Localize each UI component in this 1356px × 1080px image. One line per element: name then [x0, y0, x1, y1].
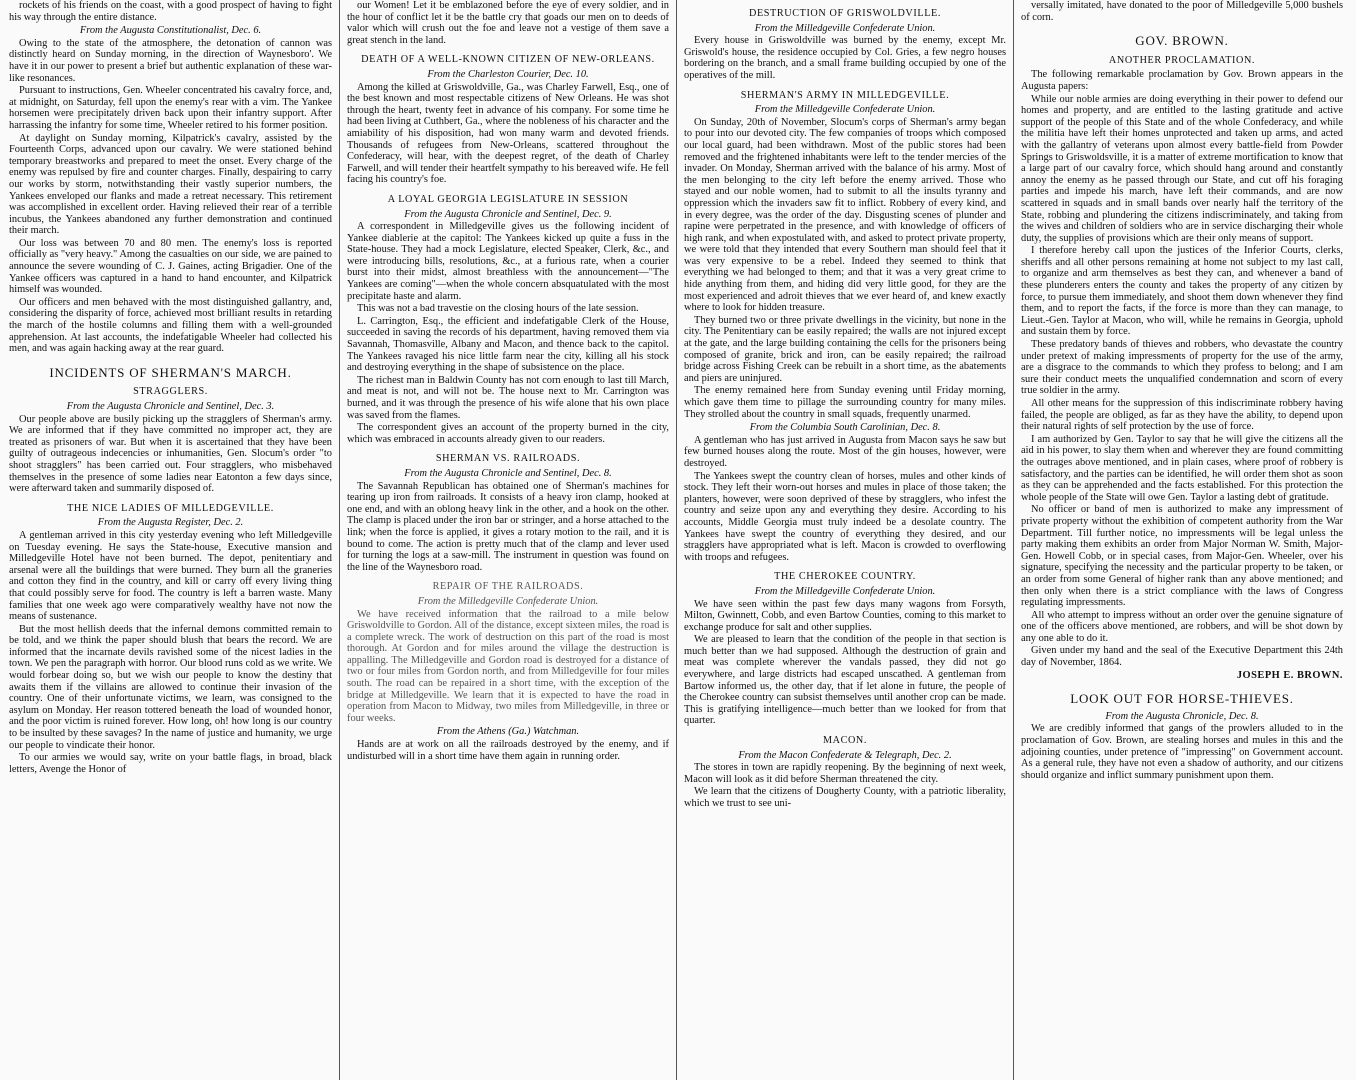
paragraph: A gentleman who has just arrived in Augusta from Macon says he saw but few burned houses along the route. Most of the gin houses, however, were destroyed.: [684, 434, 1006, 469]
paragraph: our Women! Let it be emblazoned before the eye of every soldier, and in the hour of conflict let it be the battle cry that goads our men on to deeds of valor which will crush out the foe and leave not a vestige of them save a great stench in the land.: [347, 0, 669, 46]
paragraph: The following remarkable proclamation by Gov. Brown appears in the Augusta papers:: [1021, 69, 1343, 92]
paragraph: Our loss was between 70 and 80 men. The enemy's loss is reported officially as "very heavy." Among the casualties on our side, we are pained to announce the severe wounding of C. J. Gaines, acting Brigadier. One of the Yankee officers was captured in a hand to hand encounter, and Kilpatrick himself was wounded.: [9, 237, 332, 296]
section-headline: DEATH OF A WELL-KNOWN CITIZEN OF NEW-ORLEANS.: [361, 54, 655, 66]
source-dateline: From the Milledgeville Confederate Union.: [417, 595, 599, 607]
paragraph: I therefore hereby call upon the justices of the Inferior Courts, clerks, sheriffs and all other persons remaining at home not subject to my last call, to organize and arm themselves as best they can, and whenever a band of these plunderers enters the county and takes the property of any citizen by force, to pursue them immediately, and shoot them down whenever they find them, and to report the facts, if the force is more than they can manage, to Lieut.-Gen. Taylor at Macon, who will, while he remains in Georgia, uphold and sustain them by force.: [1021, 245, 1343, 338]
paragraph: These predatory bands of thieves and robbers, who devastate the country under pretext of making impressments of property for the use of the army, are a disgrace to the commands to which they profess to belong; and I am sure their conduct meets the unqualified condemnation and scorn of every true soldier in the army.: [1021, 339, 1343, 397]
paragraph: This was not a bad travestie on the closing hours of the late session.: [357, 303, 639, 315]
paragraph: Our officers and men behaved with the most distinguished gallantry, and, considering the disparity of force, achieved most brilliant results in retarding the march of the hostile columns and filling them with a well-grounded apprehension. At last accounts, the indefatigable Wheeler had collected his men, and was again hacking away at the rear guard.: [9, 296, 332, 355]
source-dateline: From the Augusta Register, Dec. 2.: [97, 517, 244, 529]
section-headline: STRAGGLERS.: [133, 386, 208, 398]
paragraph: The Yankees swept the country clean of horses, mules and other kinds of stock. They left their worn-out horses and mules in place of those taken; the planters, however, were soon deprived of these by stragglers, who infest the country and seize upon any and everything they desire. According to his accounts, Middle Georgia must truly indeed be a desolate country. The Yankees have swept the country of everything they desired, and our stragglers have appropriated what is left. Macon is crowded to overflowing with troops and refugees.: [684, 470, 1006, 563]
source-dateline: From the Columbia South Carolinian, Dec. 8.: [749, 422, 941, 434]
paragraph: Pursuant to instructions, Gen. Wheeler concentrated his cavalry force, and, at midnight, on Saturday, fell upon the enemy's rear with a vim. The Yankee horsemen were precipitately driven back upon their infantry support. After harrassing the infantry for some time, Wheeler retired to his former position.: [9, 85, 332, 131]
paragraph: rockets of his friends on the coast, with a good prospect of having to fight his way through the entire distance.: [9, 0, 332, 23]
paragraph: The correspondent gives an account of the property burned in the city, which was embraced in accounts already given to our readers.: [347, 422, 669, 445]
paragraph: We have seen within the past few days many wagons from Forsyth, Milton, Gwinnett, Cobb, and even Bartow Counties, coming to this market to exchange produce for salt and other supplies.: [684, 598, 1006, 633]
section-headline: SHERMAN'S ARMY IN MILLEDGEVILLE.: [740, 89, 950, 101]
main-headline: GOV. BROWN.: [1135, 33, 1229, 49]
source-dateline: From the Augusta Constitutionalist, Dec. 6.: [79, 25, 262, 37]
paragraph: The Savannah Republican has obtained one of Sherman's machines for tearing up iron from railroads. It consists of a heavy iron clamp, hooked at one end, and with an oblong heavy link in the other, and a hook on the other. The clamp is placed under the iron bar or stringer, and a horse attached to the link; when the force is applied, it gives a rotary motion to the rail, and it is bound to come. The action is pretty much that of the clamp and lever used for turning the logs at a saw-mill. The instrument in question was found on the line of the Waynesboro road.: [347, 480, 669, 573]
paragraph: No officer or band of men is authorized to make any impressment of private property without the exhibition of competent authority from the War Department. Till further notice, no impressments will be legal unless the party making them exhibits an order from Major Norman W. Smith, Major-Gen. Howell Cobb, or in special cases, from Major-Gen. Wheeler, over his signature, specifying the necessity and the particular property to be taken, or an order from some General of higher rank than any above mentioned; and then only when there is a strict compliance with the laws of Congress regulating impressments.: [1021, 504, 1343, 609]
paragraph: A correspondent in Milledgeville gives us the following incident of Yankee diablerie at the capitol: The Yankees kicked up quite a fuss in the State-house. They had a mock Legislature, elected Speaker, Clerk, &c., and were introducing bills, resolutions, &c., at a furious rate, when a courier burst into their midst, almost breathless with the announcement—"The Yankees are coming"—when the whole concern absquatulated with the most precipitate haste and alarm.: [347, 221, 669, 302]
paragraph: The stores in town are rapidly reopening. By the beginning of next week, Macon will look as it did before Sherman threatened the city.: [684, 762, 1006, 785]
paragraph: On Sunday, 20th of November, Slocum's corps of Sherman's army began to pour into our devoted city. The few companies of troops which composed our local guard, had been withdrawn. Most of the public stores had been removed and the frightened inhabitants were left to the tender mercies of the invader. On Monday, Sherman arrived with the balance of his army. Most of the men belonging to the city left before the enemy arrived. Those who stayed and our noble women, had to submit to all the insults tyranny and oppression which the invaders saw fit to inflict. Robbery of every kind, and in every degree, was the order of the day. Disgusting scenes of plunder and rapine were perpetrated in the presence, and with knowledge of officers of high rank, and when expostulated with, and asked to protect private property, we were told that they intended that every Southern man should feel that it was very expensive to be a rebel. Indeed they seemed to think that everything we had belonged to them; and that it was a very great crime to hide anything from them, and hiding did very little good, for they are the most experienced and adroit thieves that we ever heard of, and knew exactly where to look for hidden treasure.: [684, 116, 1006, 314]
source-dateline: From the Augusta Chronicle and Sentinel, Dec. 8.: [404, 467, 612, 479]
paragraph: Given under my hand and the seal of the Executive Department this 24th day of November, 1864.: [1021, 645, 1343, 669]
section-headline: THE NICE LADIES OF MILLEDGEVILLE.: [67, 502, 274, 514]
paragraph: The richest man in Baldwin County has not corn enough to last till March, and meat is not, and will not be. The house next to Mr. Carrington was burned, and it was through the presence of his wife alone that his own place was saved from the flames.: [347, 374, 669, 421]
main-headline: INCIDENTS OF SHERMAN'S MARCH.: [49, 364, 292, 380]
source-dateline: From the Charleston Courier, Dec. 10.: [427, 68, 589, 80]
paragraph: We learn that the citizens of Dougherty County, with a patriotic liberality, which we trust to see uni-: [684, 786, 1006, 809]
paragraph: The enemy remained here from Sunday evening until Friday morning, which gave them time to pillage the surrounding country for many miles. They strolled about the country in small squads, frequently unarmed.: [684, 385, 1006, 420]
paragraph: To our armies we would say, write on your battle flags, in broad, black letters, Avenge the Honor of: [9, 752, 332, 775]
source-dateline: From the Macon Confederate & Telegraph, Dec. 2.: [738, 749, 952, 761]
source-dateline: From the Milledgeville Confederate Union.: [754, 104, 936, 116]
paragraph: Our people above are busily picking up the stragglers of Sherman's army. We are informed that if they have committed no improper act, they are treated as prisoners of war. But when it is ascertained that they have been guilty of outrageous indecencies or inhumanities, Gen. Slocum's order "to shoot stragglers" has been carried out. Four stragglers, who misbehaved themselves in the presence of some ladies near Eatonton a few days since, were afterward taken and summarily disposed of.: [9, 413, 332, 495]
paragraph: But the most hellish deeds that the infernal demons committed remain to be told, and we think the paper should blush that bears the record. We are informed that the incarnate devils ravished some of the nicest ladies in the town. We pen the paragraph with horror. Our blood runs cold as we write. We would forbear doing so, but we wish our people to know the destiny that awaits them if the villains are allowed to continue their invasion of the country. One of their unfortunate victims, we learn, was consigned to the asylum on Monday. Her reason tottered beneath the load of wounded honor, and the poor victim is ruined forever. How long, oh! how long is our country to be insulted by these savages? In the name of justice and humanity, we urge our people to vindicate their honor.: [9, 623, 332, 751]
source-dateline: From the Augusta Chronicle and Sentinel, Dec. 3.: [66, 401, 275, 412]
column-1: [2, 0, 339, 1080]
column-4: [1013, 0, 1350, 1080]
source-dateline: From the Athens (Ga.) Watchman.: [436, 726, 580, 738]
section-headline: A LOYAL GEORGIA LEGISLATURE IN SESSION: [387, 193, 629, 205]
paragraph: A gentleman arrived in this city yesterday evening who left Milledgeville on Tuesday evening. He says the State-house, Executive mansion and Milledgeville Hotel have not been burned. The depot, penitentiary and arsenal were all the buildings that were burned. They burn all the graneries and cotton they find in the country, and kill or carry off every living thing that could possibly serve for food. The country is left a barren waste. Many families that one week ago were comparatively wealthy have not now the means of sustenance.: [9, 529, 332, 623]
section-headline: SHERMAN VS. RAILROADS.: [435, 453, 581, 465]
column-2: [339, 0, 676, 1080]
section-headline: REPAIR OF THE RAILROADS.: [432, 581, 584, 593]
main-headline: LOOK OUT FOR HORSE-THIEVES.: [1070, 691, 1294, 707]
paragraph: I am authorized by Gen. Taylor to say that he will give the citizens all the aid in his power, to slay them when and wherever they are found committing the outrages above mentioned, and in plain cases, where proof of robbery is satisfactory, and the parties can be identified, he will order them shot as soon as they can be apprehended and the facts established. For this protection the whole people of the State will owe Gen. Taylor a lasting debt of gratitude.: [1021, 433, 1343, 503]
section-headline: ANOTHER PROCLAMATION.: [1108, 54, 1256, 66]
paragraph: versally imitated, have donated to the poor of Milledgeville 5,000 bushels of corn.: [1021, 0, 1343, 23]
paragraph: Owing to the state of the atmosphere, the detonation of cannon was distinctly heard on Sunday morning, in the direction of Waynesboro'. We have it in our power to present a brief but authentic explanation of these war-like resonances.: [9, 37, 332, 84]
paragraph: Hands are at work on all the railroads destroyed by the enemy, and if undisturbed will in a short time have them again in running order.: [347, 739, 669, 762]
source-dateline: From the Milledgeville Confederate Union.: [754, 22, 936, 34]
section-headline: THE CHEROKEE COUNTRY.: [774, 571, 916, 583]
paragraph: Every house in Griswoldville was burned by the enemy, except Mr. Griswold's house, the residence occupied by Col. Gries, a few negro houses bordering on the branch, and a small frame building occupied by one of the operatives of the mill.: [684, 35, 1006, 81]
paragraph: All other means for the suppression of this indiscriminate robbery having failed, the people are obliged, as far as they have the ability, to depend upon their natural rights of self protection by the use of force.: [1021, 398, 1343, 433]
paragraph: We are credibly informed that gangs of the prowlers alluded to in the proclamation of Gov. Brown, are stealing horses and mules in this and the adjoining counties, under pretence of "impressing" on Government account. As a general rule, they have not even a shadow of authority, and our citizens should organize and inflict summary punishment upon them.: [1021, 723, 1343, 781]
signature: JOSEPH E. BROWN.: [1236, 669, 1343, 681]
section-headline: MACON.: [822, 735, 868, 747]
paragraph: While our noble armies are doing everything in their power to defend our homes and property, and are entitled to the lasting gratitude and active support of the people of this State and of the whole Confederacy, and while the militia have left their homes unprotected and taken up arms, and acted with the gallantry of veterans upon almost every battle-field from Powder Springs to Griswoldsville, it is a matter of extreme mortification to know that a large part of our cavalry force, which should hang around and constantly annoy the enemy as he passed through our State, and cut off his foraging parties and impede his march, have left their commands, and are now scattered in squads and in small bands over nearly half the territory of the State, robbing and plundering the citizens indiscriminately, and taking from the wives and children of soldiers who are in service discharging their whole duty, the supplies of provisions which are their only means of support.: [1021, 93, 1343, 244]
paragraph: All who attempt to impress without an order over the genuine signature of one of the officers above mentioned, are robbers, and will be shot down by any one able to do it.: [1021, 609, 1343, 644]
paragraph: They burned two or three private dwellings in the vicinity, but none in the city. The Penitentiary can be easily repaired; the walls are not injured except at the gate, and the large building containing the cells for the prisoners being composed of granite, brick and iron, can be easily repaired; the railroad bridge across Fishing Creek can be rebuilt in a short time, as the abatements and piers are uninjured.: [684, 314, 1006, 384]
paragraph: L. Carrington, Esq., the efficient and indefatigable Clerk of the House, succeeded in saving the records of his department, having removed them via Savannah, Thomasville, Albany and Macon, and thence back to the capitol. The Yankees ravaged his nice little farm near the city, killing all his stock and destroying everything in the shape of subsistence on the place.: [347, 315, 669, 374]
paragraph: We have received information that the railroad to a mile below Griswoldville to Gordon. All of the distance, except sixteen miles, the road is a complete wreck. The work of destruction on this part of the road is most thorough. At Gordon and for miles around the village the destruction is appalling. The Milledgeville and Gordon road is destroyed for a distance of two or four miles from Gordon north, and from Milledgeville for four miles south. The road can be repaired in a short time, with the exception of the bridge at Milledgeville. We learn that it is expected to have the road in operation from Macon to Midway, two miles from Milledgeville, in three or four weeks.: [347, 608, 669, 724]
paragraph: At daylight on Sunday morning, Kilpatrick's cavalry, assisted by the Fourteenth Corps, advanced upon our cavalry. We were stationed behind temporary breastworks and prepared to meet the onset. Every charge of the enemy was repulsed by fire and counter charges. Finally, despairing to carry our works by storm, notwithstanding their vastly superior numbers, the Yankees enveloped our flanks and made a retreat necessary. This retirement was accomplished in excellent order. Having relieved their rear of a terrible incubus, the Yankees abandoned any further demonstration and continued their march.: [9, 132, 332, 237]
source-dateline: From the Milledgeville Confederate Union.: [754, 585, 936, 597]
source-dateline: From the Augusta Chronicle and Sentinel, Dec. 9.: [404, 208, 612, 220]
paragraph: Among the killed at Griswoldville, Ga., was Charley Farwell, Esq., one of the best known and most respectable citizens of New Orleans. He was shot through the heart, twenty feet in advance of his company. For some time he had been living at Cuthbert, Ga., where the nobleness of his character and the amiability of his disposition, had won many warm and devoted friends. Thousands of refugees from New-Orleans, scattered throughout the Confederacy, will hear, with the deepest regret, of the death of Charley Farwell, and will tender their heartfelt sympathy to his bereaved wife. He fell facing his country's foe.: [347, 81, 669, 186]
section-headline: DESTRUCTION OF GRISWOLDVILLE.: [749, 8, 941, 19]
source-dateline: From the Augusta Chronicle, Dec. 8.: [1105, 710, 1259, 722]
column-3: [676, 0, 1013, 1080]
paragraph: We are pleased to learn that the condition of the people in that section is much better than we had supposed. Although the destruction of grain and meat was complete wherever the vandals passed, they did not go everywhere, and large districts had escaped unscathed. A gentleman from Bartow informed us, the other day, that if let alone in future, the people of the Cherokee country can subsist themselves until another crop can be made. This is gratifying intelligence—much better than we looked for from that quarter.: [684, 634, 1006, 727]
